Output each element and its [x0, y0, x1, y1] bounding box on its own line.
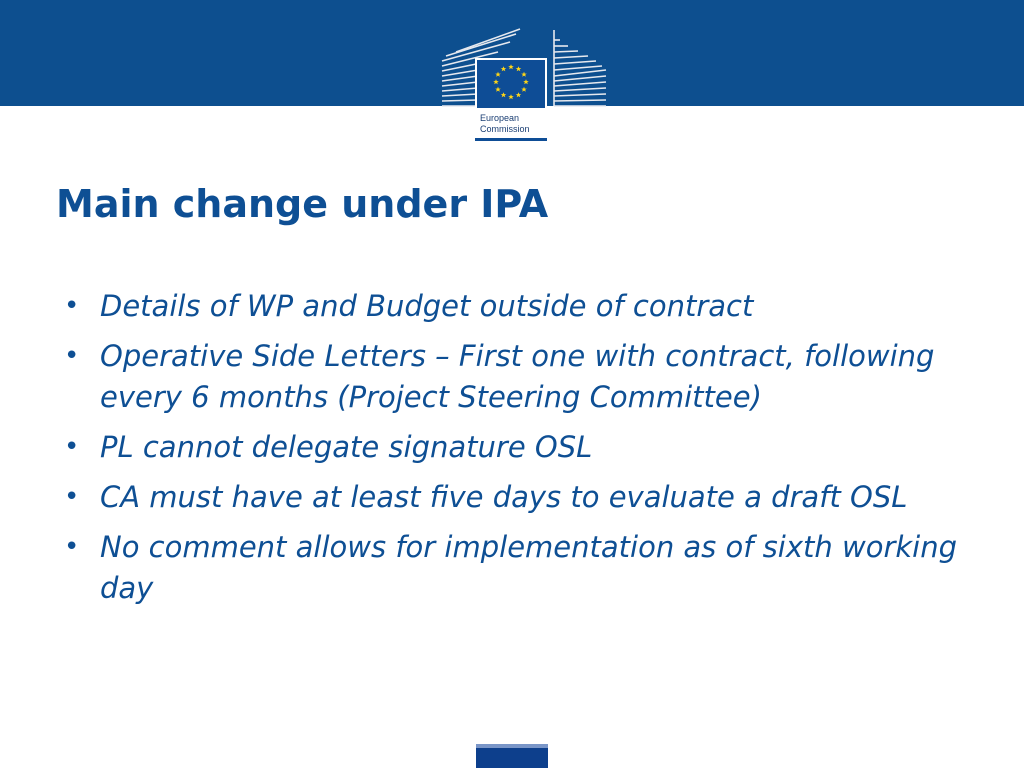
bullet-text: Details of WP and Budget outside of contract: [100, 289, 754, 323]
bullet-icon: •: [64, 291, 80, 321]
bullet-icon: •: [64, 532, 80, 562]
bullet-item: [62, 477, 962, 518]
bottom-flag-tab: [476, 744, 548, 768]
slide-title: Main change under IPA: [56, 182, 549, 226]
bullet-text: PL cannot delegate signature OSL: [100, 430, 593, 464]
european-commission-logo: [440, 26, 608, 144]
bullet-icon: •: [64, 432, 80, 462]
logo-text-european: European: [480, 113, 520, 123]
bullet-item: [62, 427, 962, 468]
bullet-item: [62, 336, 962, 418]
bullet-text: Operative Side Letters – First one with contract, following every 6 months (Project Steering Committee): [100, 339, 935, 414]
bullet-text: No comment allows for implementation as of sixth working day: [100, 530, 958, 605]
logo-text-commission: Commission: [480, 124, 530, 134]
bullet-item: [62, 286, 962, 327]
bottom-tab-accent: [476, 744, 548, 748]
bullet-list: [62, 286, 962, 618]
bullet-item: [62, 527, 962, 609]
bullet-text: CA must have at least five days to evaluate a draft OSL: [100, 480, 908, 514]
building-right-icon: [554, 30, 606, 106]
bullet-icon: •: [64, 341, 80, 371]
bullet-icon: •: [64, 482, 80, 512]
logo-underline: [475, 138, 547, 141]
